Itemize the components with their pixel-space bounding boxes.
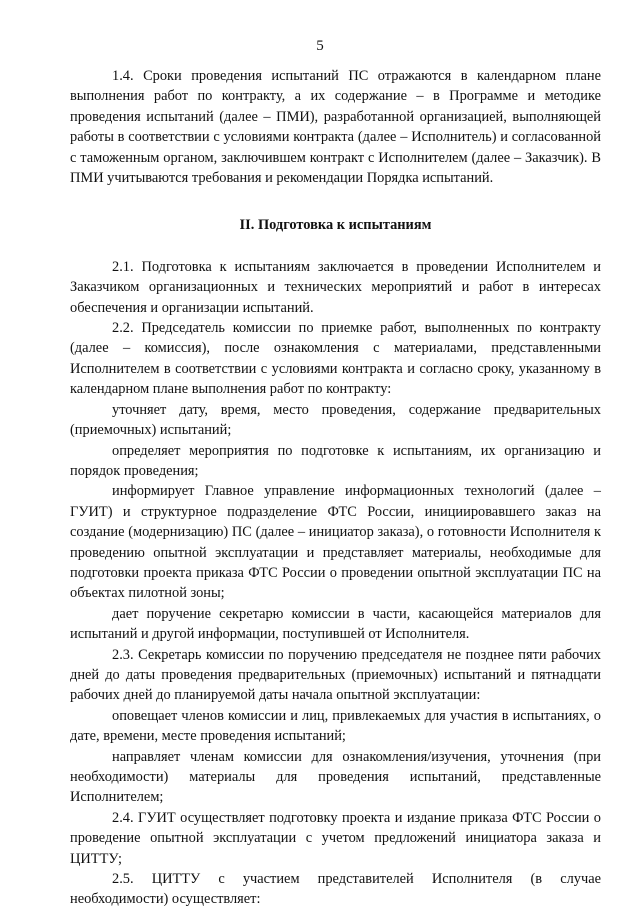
paragraph-2-2: 2.2. Председатель комиссии по приемке работ, выполненных по контракту (далее – комиссия), после ознакомления с материалами, представленными Исполнителем в соответствии с условиями контракта и согласно сроку, указанному в календарном плане выполнения работ по контракту:	[70, 320, 601, 398]
list-item-2-2-d: дает поручение секретарю комиссии в части, касающейся материалов для испытаний и другой информации, поступившей от Исполнителя.	[70, 605, 601, 643]
list-item-2-2-a: уточняет дату, время, место проведения, содержание предварительных (приемочных) испытаний;	[70, 401, 601, 439]
document-body	[70, 66, 601, 910]
paragraph-2-5: 2.5. ЦИТТУ с участием представителей Исполнителя (в случае необходимости) осуществляет:	[70, 871, 601, 908]
list-item-2-3-b: направляет членам комиссии для ознакомления/изучения, уточнения (при необходимости) материалы для проведения испытаний, представленные Исполнителем;	[70, 748, 601, 806]
paragraph-1-4: 1.4. Сроки проведения испытаний ПС отражаются в календарном плане выполнения работ по контракту, а их содержание – в Программе и методике проведения испытаний (далее – ПМИ), разработанной организацией, выполняющей работы в соответствии с условиями контракта (далее – Исполнитель) и согласованной с таможенным органом, заключившем контракт с Исполнителем (далее – Заказчик). В ПМИ учитываются требования и рекомендации Порядка испытаний.	[70, 68, 601, 187]
page-number: 5	[316, 38, 324, 54]
list-item-2-3-a: оповещает членов комиссии и лиц, привлекаемых для участия в испытаниях, о дате, времени, месте проведения испытаний;	[70, 707, 601, 745]
paragraph-2-3: 2.3. Секретарь комиссии по поручению председателя не позднее пяти рабочих дней до даты проведения предварительных (приемочных) испытаний и пятнадцати рабочих дней до планируемой даты начала опытной эксплуатации:	[70, 646, 601, 704]
paragraph-2-4: 2.4. ГУИТ осуществляет подготовку проекта и издание приказа ФТС России о проведение опытной эксплуатации с учетом предложений инициатора заказа и ЦИТТУ;	[70, 809, 601, 867]
section-heading: II. Подготовка к испытаниям	[239, 217, 432, 234]
list-item-2-2-b: определяет мероприятия по подготовке к испытаниям, их организацию и порядок проведения;	[70, 442, 601, 479]
paragraph-2-1: 2.1. Подготовка к испытаниям заключается в проведении Исполнителем и Заказчиком организационных и технических мероприятий и работ в интересах обеспечения и организации испытаний.	[70, 258, 601, 316]
list-item-2-2-c: информирует Главное управление информационных технологий (далее – ГУИТ) и структурное подразделение ФТС России, инициировавшего заказ на создание (модернизацию) ПС (далее – инициатор заказа), о готовности Исполнителя к проведению опытной эксплуатации и представляет материалы, необходимые для подготовки проекта приказа ФТС России о проведении опытной эксплуатации ПС на объектах пилотной зоны;	[70, 483, 601, 602]
